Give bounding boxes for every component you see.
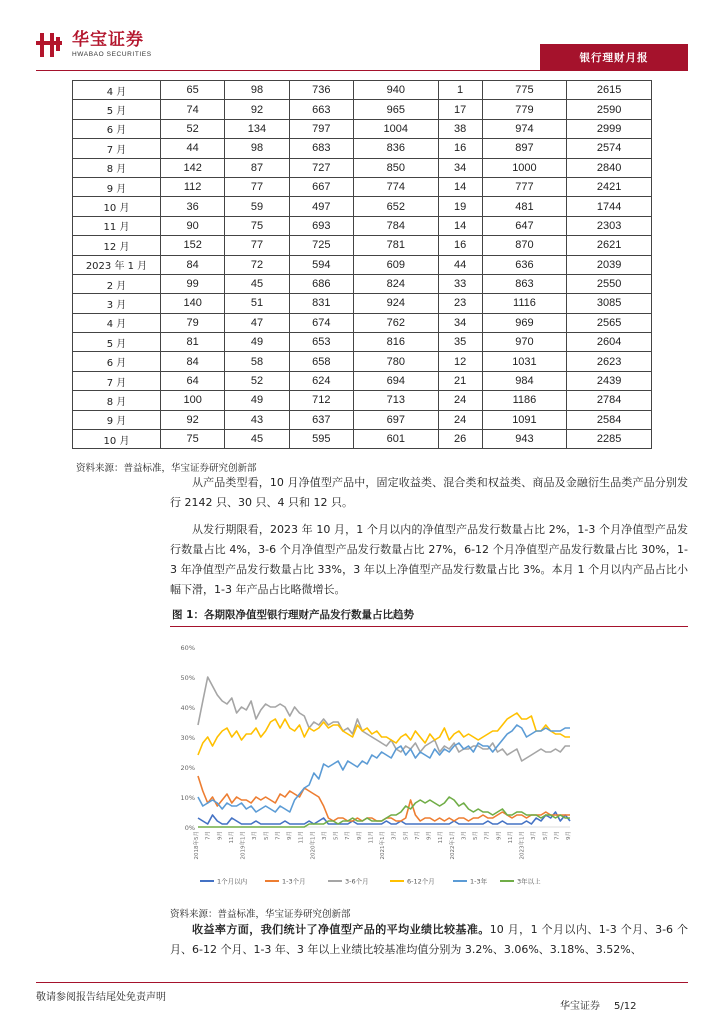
table-cell-value: 34: [438, 158, 482, 177]
table-cell-value: 924: [353, 294, 438, 313]
page-number: 5/12: [614, 1001, 637, 1012]
x-tick-label: 7月: [205, 831, 212, 840]
table-cell-value: 637: [289, 410, 353, 429]
table-cell-value: 965: [353, 100, 438, 119]
table-cell-value: 725: [289, 236, 353, 255]
table-cell-value: 79: [161, 313, 225, 332]
table-cell-value: 2784: [567, 391, 652, 410]
table-cell-value: 14: [438, 216, 482, 235]
x-tick-label: 3月: [321, 831, 328, 840]
table-cell-value: 712: [289, 391, 353, 410]
table-row: [73, 371, 652, 390]
table-cell-value: 850: [353, 158, 438, 177]
page-header: [0, 0, 724, 75]
table-cell-value: 2565: [567, 313, 652, 332]
table-cell-month: 8 月: [73, 158, 161, 177]
table-cell-value: 595: [289, 430, 353, 449]
table-cell-value: 686: [289, 274, 353, 293]
table-cell-value: 601: [353, 430, 438, 449]
x-tick-label: 3月: [461, 831, 468, 840]
table-cell-value: 51: [225, 294, 289, 313]
legend-label: 1个月以内: [217, 877, 248, 886]
x-tick-label: 11月: [228, 831, 235, 844]
table-cell-value: 609: [353, 255, 438, 274]
paragraph-yield-text: [170, 920, 688, 960]
table-cell-value: 781: [353, 236, 438, 255]
table-cell-value: 797: [289, 119, 353, 138]
table-cell-value: 693: [289, 216, 353, 235]
paragraph-yield-bold: 收益率方面，我们统计了净值型产品的平均业绩比较基准。: [192, 923, 490, 936]
table-cell-value: 21: [438, 371, 482, 390]
table-cell-value: 2303: [567, 216, 652, 235]
table-cell-month: 5 月: [73, 100, 161, 119]
table-cell-value: 779: [482, 100, 567, 119]
table-row: [73, 274, 652, 293]
table-row: [73, 410, 652, 429]
table-cell-value: 663: [289, 100, 353, 119]
x-tick-label: 5月: [263, 831, 270, 840]
table-cell-value: 49: [225, 391, 289, 410]
x-tick-label: 11月: [368, 831, 375, 844]
table-cell-value: 2623: [567, 352, 652, 371]
x-tick-label: 9月: [356, 831, 363, 840]
paragraph-yield: [170, 920, 688, 960]
x-tick-label: 2020年1月: [310, 831, 317, 860]
table-cell-month: 4 月: [73, 313, 161, 332]
x-tick-label: 11月: [438, 831, 445, 844]
paragraph-yield-rest: 10 月，1 个月以内、1-3 个月、3-6 个月、6-12 个月、1-3 年、3 年以上业绩比较基准均值分别为 3.2%、3.06%、3.18%、3.52%、: [170, 923, 688, 956]
table-cell-value: 112: [161, 177, 225, 196]
x-tick-label: 5月: [473, 831, 479, 840]
logo-english: HWABAO SECURITIES: [72, 51, 152, 58]
x-tick-label: 9月: [496, 831, 503, 840]
table-cell-value: 64: [161, 371, 225, 390]
table-cell-value: 943: [482, 430, 567, 449]
table-cell-value: 90: [161, 216, 225, 235]
x-tick-label: 2021年1月: [380, 831, 386, 860]
footer-company: 华宝证券: [560, 1001, 600, 1012]
table-cell-value: 17: [438, 100, 482, 119]
table-cell-month: 9 月: [73, 177, 161, 196]
x-tick-label: 7月: [345, 831, 352, 840]
table-cell-value: 727: [289, 158, 353, 177]
table-cell-value: 44: [438, 255, 482, 274]
x-tick-label: 7月: [484, 831, 491, 840]
table-cell-value: 647: [482, 216, 567, 235]
table-cell-value: 1: [438, 81, 482, 100]
table-cell-month: 11 月: [73, 216, 161, 235]
table-cell-value: 2039: [567, 255, 652, 274]
footer-divider: [36, 982, 688, 983]
y-tick-label: 30%: [180, 734, 195, 742]
y-tick-label: 10%: [180, 794, 195, 802]
table-cell-month: 6 月: [73, 119, 161, 138]
table-cell-value: 784: [353, 216, 438, 235]
x-tick-label: 2019年1月: [240, 831, 247, 860]
x-tick-label: 11月: [507, 831, 514, 844]
table-cell-value: 134: [225, 119, 289, 138]
table-cell-month: 2023 年 1 月: [73, 255, 161, 274]
table-cell-value: 77: [225, 236, 289, 255]
table-cell-month: 5 月: [73, 333, 161, 352]
table-cell-value: 152: [161, 236, 225, 255]
logo-chinese: 华宝证券: [72, 30, 144, 50]
table-row: [73, 255, 652, 274]
table-cell-month: 8 月: [73, 391, 161, 410]
table-row: [73, 177, 652, 196]
table-cell-value: 1004: [353, 119, 438, 138]
x-tick-label: 9月: [217, 831, 224, 840]
table-cell-value: 653: [289, 333, 353, 352]
table-cell-value: 98: [225, 81, 289, 100]
table-cell-value: 1031: [482, 352, 567, 371]
report-name-badge: 银行理财月报: [540, 44, 688, 70]
table-cell-value: 497: [289, 197, 353, 216]
table-row: [73, 391, 652, 410]
table-cell-value: 1186: [482, 391, 567, 410]
table-cell-month: 10 月: [73, 197, 161, 216]
table-cell-value: 870: [482, 236, 567, 255]
company-logo: [36, 30, 152, 66]
table-cell-value: 142: [161, 158, 225, 177]
table-cell-value: 658: [289, 352, 353, 371]
series-line-3: [198, 713, 570, 755]
table-cell-value: 81: [161, 333, 225, 352]
table-cell-value: 969: [482, 313, 567, 332]
x-tick-label: 7月: [554, 831, 561, 840]
table-cell-month: 9 月: [73, 410, 161, 429]
table-cell-value: 777: [482, 177, 567, 196]
legend-label: 3年以上: [517, 877, 541, 886]
x-tick-label: 9月: [426, 831, 433, 840]
table-cell-value: 774: [353, 177, 438, 196]
table-cell-value: 824: [353, 274, 438, 293]
table-cell-value: 44: [161, 139, 225, 158]
table-cell-value: 84: [161, 352, 225, 371]
table-cell-month: 7 月: [73, 139, 161, 158]
x-tick-label: 2023年1月: [519, 831, 526, 860]
table-cell-value: 2604: [567, 333, 652, 352]
table-cell-value: 713: [353, 391, 438, 410]
table-cell-value: 24: [438, 391, 482, 410]
table-cell-value: 2421: [567, 177, 652, 196]
table-cell-value: 58: [225, 352, 289, 371]
table-cell-value: 47: [225, 313, 289, 332]
table-cell-value: 45: [225, 430, 289, 449]
table-row: [73, 430, 652, 449]
table-cell-month: 2 月: [73, 274, 161, 293]
table-cell-value: 624: [289, 371, 353, 390]
table-cell-value: 38: [438, 119, 482, 138]
table-cell-value: 594: [289, 255, 353, 274]
figure-source-note: 资料来源：普益标准，华宝证券研究创新部: [170, 909, 351, 920]
table-cell-value: 974: [482, 119, 567, 138]
table-cell-value: 16: [438, 139, 482, 158]
maturity-share-line-chart: [170, 635, 690, 897]
table-cell-value: 16: [438, 236, 482, 255]
legend-label: 1-3年: [470, 877, 488, 886]
x-tick-label: 5月: [403, 831, 410, 840]
table-cell-value: 836: [353, 139, 438, 158]
table-cell-value: 984: [482, 371, 567, 390]
legend-label: 3-6个月: [345, 877, 369, 886]
x-tick-label: 5月: [333, 831, 340, 840]
table-cell-value: 2574: [567, 139, 652, 158]
legend-label: 1-3个月: [282, 877, 306, 886]
table-cell-value: 87: [225, 158, 289, 177]
figure-title: 图 1：各期限净值型银行理财产品发行数量占比趋势: [170, 607, 688, 627]
y-tick-label: 0%: [184, 824, 195, 832]
table-cell-value: 1744: [567, 197, 652, 216]
table-cell-value: 775: [482, 81, 567, 100]
table-row: [73, 352, 652, 371]
table-cell-value: 75: [161, 430, 225, 449]
table-cell-month: 10 月: [73, 430, 161, 449]
y-tick-label: 50%: [180, 674, 195, 682]
table-cell-value: 84: [161, 255, 225, 274]
table-cell-value: 24: [438, 410, 482, 429]
table-cell-value: 72: [225, 255, 289, 274]
x-tick-label: 9月: [566, 831, 572, 840]
table-cell-value: 2621: [567, 236, 652, 255]
table-row: [73, 313, 652, 332]
table-cell-value: 65: [161, 81, 225, 100]
table-cell-value: 26: [438, 430, 482, 449]
table-cell-value: 780: [353, 352, 438, 371]
x-tick-label: 11月: [298, 831, 305, 844]
table-cell-value: 2550: [567, 274, 652, 293]
legend-label: 6-12个月: [407, 877, 435, 886]
table-cell-value: 52: [225, 371, 289, 390]
footer-info: [560, 997, 636, 1012]
table-cell-value: 3085: [567, 294, 652, 313]
x-tick-label: 7月: [414, 831, 421, 840]
table-row: [73, 216, 652, 235]
table-cell-value: 652: [353, 197, 438, 216]
table-cell-value: 863: [482, 274, 567, 293]
table-cell-month: 4 月: [73, 81, 161, 100]
table-cell-value: 2999: [567, 119, 652, 138]
table-cell-month: 12 月: [73, 236, 161, 255]
table-row: [73, 119, 652, 138]
table-cell-value: 2840: [567, 158, 652, 177]
table-cell-value: 34: [438, 313, 482, 332]
table-cell-value: 99: [161, 274, 225, 293]
y-tick-label: 40%: [180, 704, 195, 712]
issuance-table: [72, 80, 652, 449]
table-cell-value: 52: [161, 119, 225, 138]
table-row: [73, 333, 652, 352]
table-cell-value: 736: [289, 81, 353, 100]
table-row: [73, 294, 652, 313]
x-tick-label: 9月: [287, 831, 293, 840]
paragraph-maturity: [170, 520, 688, 600]
table-cell-value: 2584: [567, 410, 652, 429]
paragraph-product-type: [170, 473, 688, 513]
table-cell-value: 92: [161, 410, 225, 429]
x-tick-label: 3月: [252, 831, 259, 840]
table-cell-value: 831: [289, 294, 353, 313]
table-cell-value: 59: [225, 197, 289, 216]
table-cell-value: 77: [225, 177, 289, 196]
header-divider: [36, 70, 688, 71]
table-row: [73, 197, 652, 216]
table-cell-value: 683: [289, 139, 353, 158]
paragraph-product-type-text: 从产品类型看，10 月净值型产品中，固定收益类、混合类和权益类、商品及金融衍生品类产品分别发行 2142 只、30 只、4 只和 12 只。: [170, 476, 688, 509]
table-cell-value: 762: [353, 313, 438, 332]
table-cell-value: 23: [438, 294, 482, 313]
table-cell-value: 75: [225, 216, 289, 235]
table-source-note: 资料来源：普益标准，华宝证券研究创新部: [76, 463, 257, 474]
table-cell-value: 674: [289, 313, 353, 332]
table-row: [73, 158, 652, 177]
table-cell-value: 43: [225, 410, 289, 429]
x-tick-label: 3月: [531, 831, 538, 840]
table-cell-value: 45: [225, 274, 289, 293]
y-tick-label: 20%: [180, 764, 195, 772]
logo-mark-icon: [36, 30, 66, 60]
table-row: [73, 81, 652, 100]
table-cell-value: 98: [225, 139, 289, 158]
paragraph-maturity-text: 从发行期限看，2023 年 10 月，1 个月以内的净值型产品发行数量占比 2%，1-3 个月净值型产品发行数量占比 4%，3-6 个月净值型产品发行数量占比 27%，6-12 个月净值型产品发行数量占比 30%，1-3 年净值型产品发行数量占比 33%，3 年以上净值型产品发行数量占比 3%。本月 1 个月以内产品占比小幅下滑，1-3 年产品占比略微增长。: [170, 523, 688, 596]
y-tick-label: 60%: [180, 644, 195, 652]
table-cell-month: 7 月: [73, 371, 161, 390]
table-row: [73, 236, 652, 255]
table-cell-value: 667: [289, 177, 353, 196]
table-row: [73, 100, 652, 119]
x-tick-label: 3月: [391, 831, 398, 840]
table-cell-value: 92: [225, 100, 289, 119]
table-cell-value: 49: [225, 333, 289, 352]
table-cell-value: 1000: [482, 158, 567, 177]
table-cell-value: 35: [438, 333, 482, 352]
table-cell-value: 19: [438, 197, 482, 216]
x-tick-label: 5月: [542, 831, 549, 840]
table-cell-value: 2439: [567, 371, 652, 390]
table-cell-value: 36: [161, 197, 225, 216]
table-cell-value: 12: [438, 352, 482, 371]
table-cell-value: 1091: [482, 410, 567, 429]
table-cell-value: 2590: [567, 100, 652, 119]
table-cell-value: 897: [482, 139, 567, 158]
x-tick-label: 7月: [275, 831, 282, 840]
table-cell-value: 100: [161, 391, 225, 410]
x-tick-label: 2022年1月: [449, 831, 456, 860]
table-cell-value: 816: [353, 333, 438, 352]
table-cell-value: 1116: [482, 294, 567, 313]
table-cell-value: 14: [438, 177, 482, 196]
table-cell-month: 3 月: [73, 294, 161, 313]
table-row: [73, 139, 652, 158]
table-cell-value: 940: [353, 81, 438, 100]
table-cell-value: 33: [438, 274, 482, 293]
table-cell-value: 694: [353, 371, 438, 390]
table-cell-value: 74: [161, 100, 225, 119]
footer-disclaimer: 敬请参阅报告结尾处免责声明: [36, 992, 166, 1003]
table-cell-month: 6 月: [73, 352, 161, 371]
x-tick-label: 2018年5月: [194, 831, 200, 860]
table-cell-value: 697: [353, 410, 438, 429]
table-cell-value: 636: [482, 255, 567, 274]
table-cell-value: 140: [161, 294, 225, 313]
table-cell-value: 970: [482, 333, 567, 352]
table-cell-value: 481: [482, 197, 567, 216]
table-cell-value: 2615: [567, 81, 652, 100]
series-line-2: [198, 677, 570, 761]
table-cell-value: 2285: [567, 430, 652, 449]
